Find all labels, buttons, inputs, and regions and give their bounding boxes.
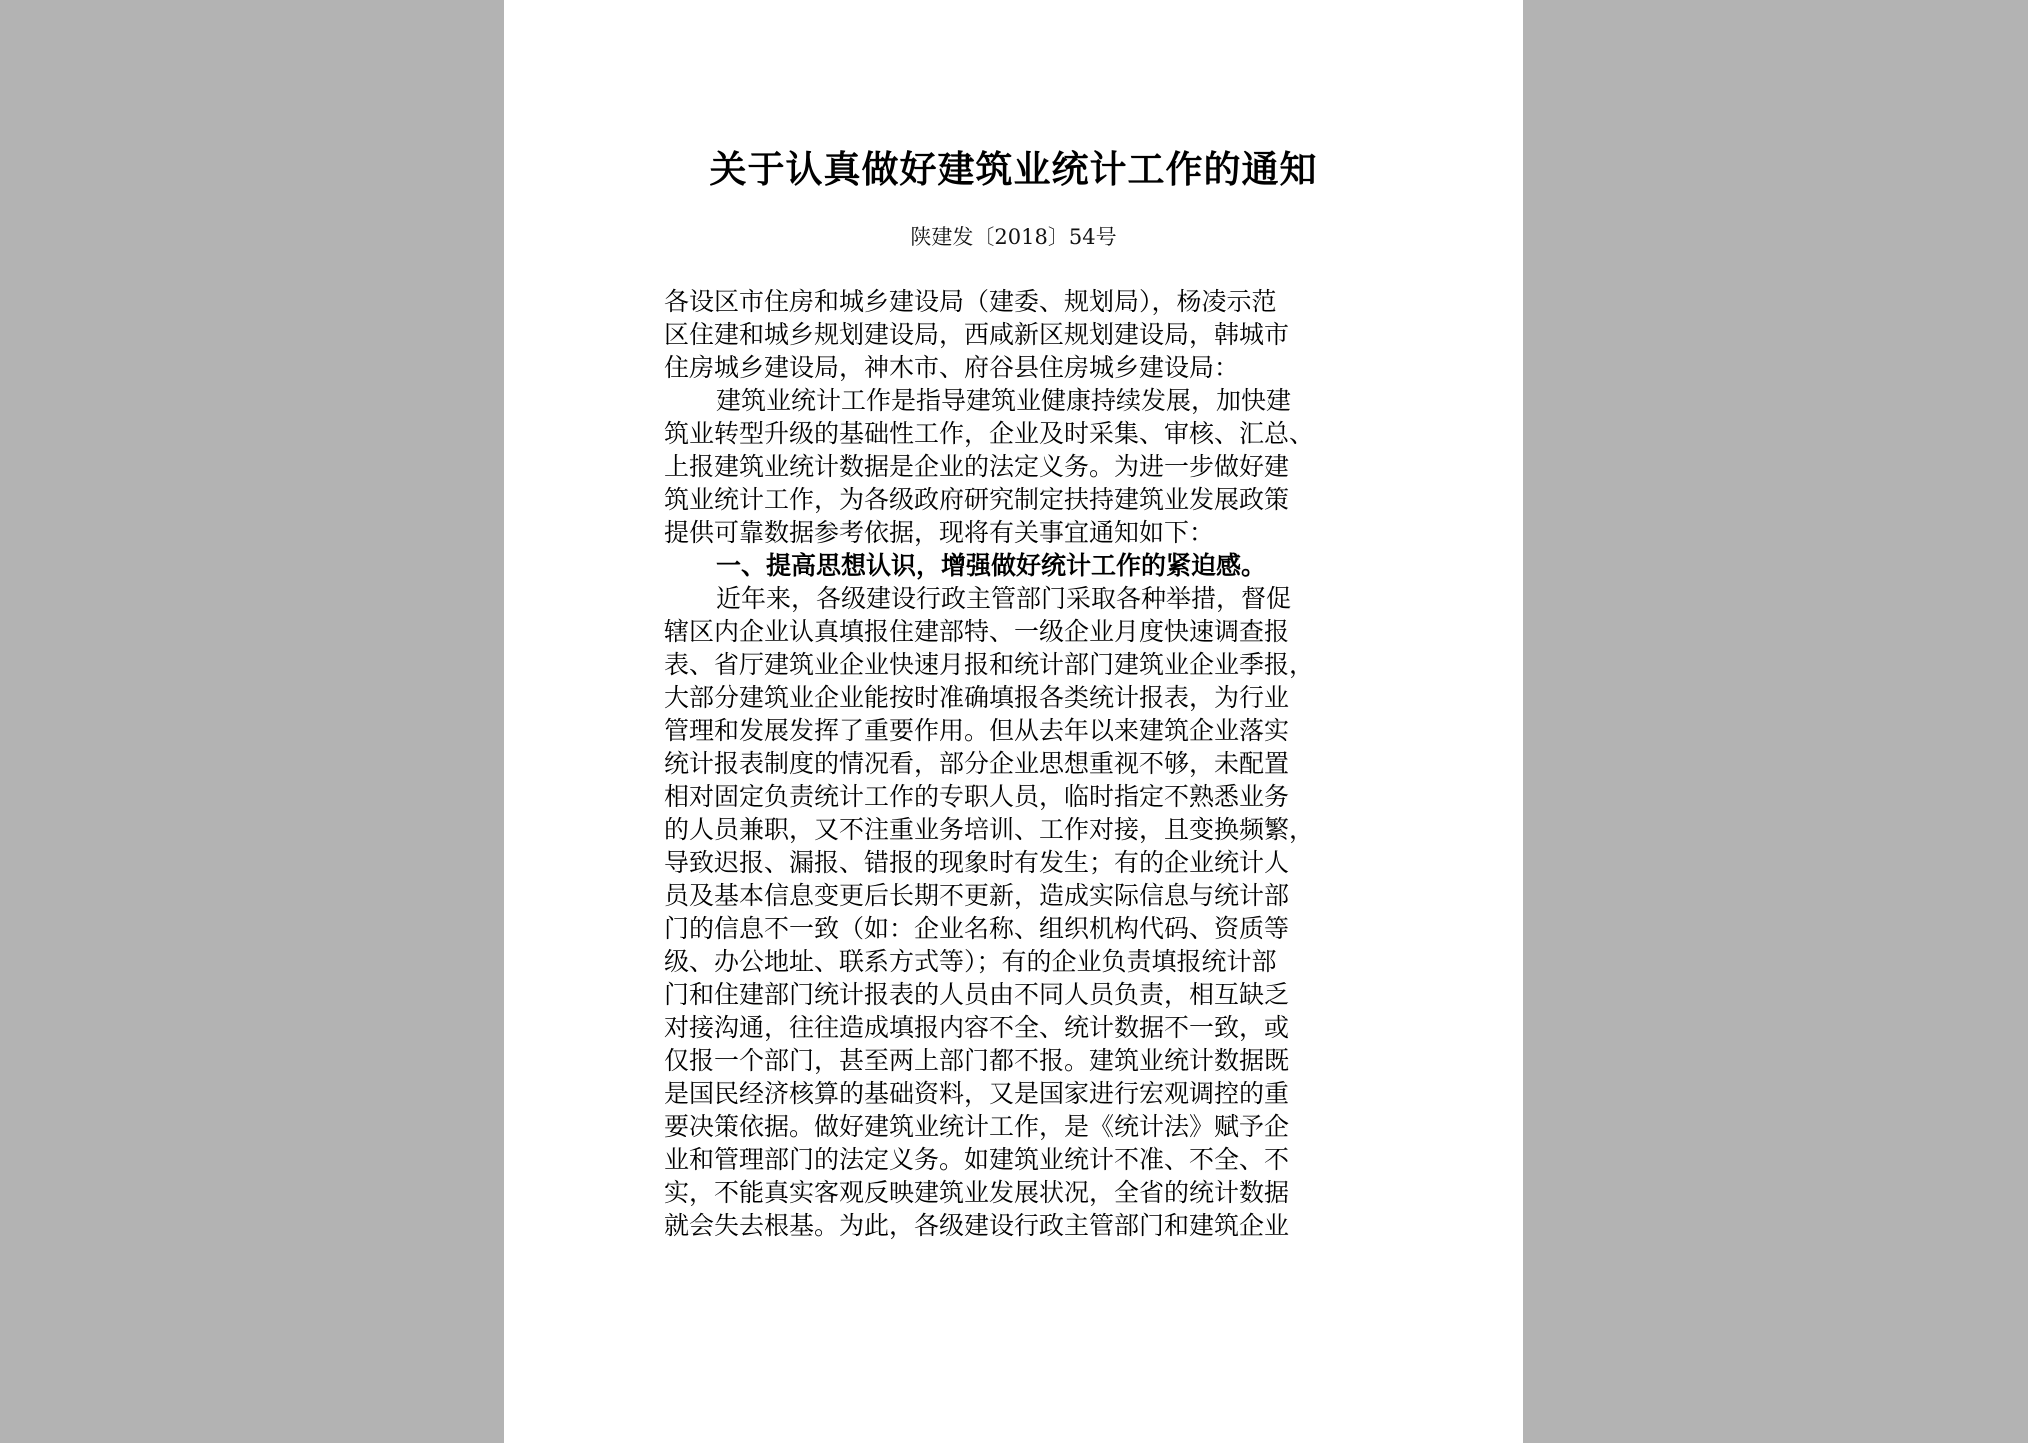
body-text-line: 统计报表制度的情况看，部分企业思想重视不够，未配置 (664, 749, 1290, 778)
body-text-line: 导致迟报、漏报、错报的现象时有发生；有的企业统计人 (664, 848, 1290, 877)
body-text-line: 区住建和城乡规划建设局，西咸新区规划建设局，韩城市 (664, 320, 1290, 349)
body-text-line: 门和住建部门统计报表的人员由不同人员负责，相互缺乏 (664, 980, 1290, 1009)
body-text-line: 近年来，各级建设行政主管部门采取各种举措，督促 (716, 584, 1292, 613)
body-text-line: 各设区市住房和城乡建设局（建委、规划局），杨凌示范 (664, 287, 1277, 316)
body-text-line: 门的信息不一致（如：企业名称、组织机构代码、资质等 (664, 914, 1290, 943)
body-text-line: 是国民经济核算的基础资料，又是国家进行宏观调控的重 (664, 1079, 1290, 1108)
document-number: 陕建发〔2018〕54号 (910, 225, 1117, 249)
body-text-line: 级、办公地址、联系方式等）；有的企业负责填报统计部 (664, 947, 1277, 976)
body-text-line: 业和管理部门的法定义务。如建筑业统计不准、不全、不 (664, 1145, 1290, 1174)
document-page (504, 0, 1523, 1443)
body-text-line: 表、省厅建筑业企业快速月报和统计部门建筑业企业季报， (664, 650, 1315, 679)
body-text-line: 实，不能真实客观反映建筑业发展状况，全省的统计数据 (664, 1178, 1290, 1207)
body-text-line: 管理和发展发挥了重要作用。但从去年以来建筑企业落实 (664, 716, 1290, 745)
body-text-line: 要决策依据。做好建筑业统计工作，是《统计法》赋予企 (664, 1112, 1290, 1141)
body-text-line: 对接沟通，往往造成填报内容不全、统计数据不一致，或 (664, 1013, 1290, 1042)
body-text-line: 提供可靠数据参考依据，现将有关事宜通知如下： (664, 518, 1215, 547)
body-text-line: 住房城乡建设局，神木市、府谷县住房城乡建设局： (664, 353, 1240, 382)
document-title: 关于认真做好建筑业统计工作的通知 (709, 147, 1318, 191)
body-text-line: 筑业统计工作，为各级政府研究制定扶持建筑业发展政策 (664, 485, 1290, 514)
body-text-line: 相对固定负责统计工作的专职人员，临时指定不熟悉业务 (664, 782, 1290, 811)
document-body (664, 285, 1364, 1242)
body-text-line: 建筑业统计工作是指导建筑业健康持续发展，加快建 (716, 386, 1292, 415)
body-text-line: 辖区内企业认真填报住建部特、一级企业月度快速调查报 (664, 617, 1290, 646)
body-text-line: 就会失去根基。为此，各级建设行政主管部门和建筑企业 (664, 1211, 1290, 1240)
section-heading: 一、提高思想认识，增强做好统计工作的紧迫感。 (716, 551, 1267, 580)
body-text-line: 仅报一个部门，甚至两上部门都不报。建筑业统计数据既 (664, 1046, 1290, 1075)
body-text-line: 的人员兼职，又不注重业务培训、工作对接，且变换频繁， (664, 815, 1315, 844)
body-text-line: 上报建筑业统计数据是企业的法定义务。为进一步做好建 (664, 452, 1290, 481)
body-text-line: 筑业转型升级的基础性工作，企业及时采集、审核、汇总、 (664, 419, 1315, 448)
body-text-line: 员及基本信息变更后长期不更新，造成实际信息与统计部 (664, 881, 1290, 910)
body-text-line: 大部分建筑业企业能按时准确填报各类统计报表，为行业 (664, 683, 1290, 712)
